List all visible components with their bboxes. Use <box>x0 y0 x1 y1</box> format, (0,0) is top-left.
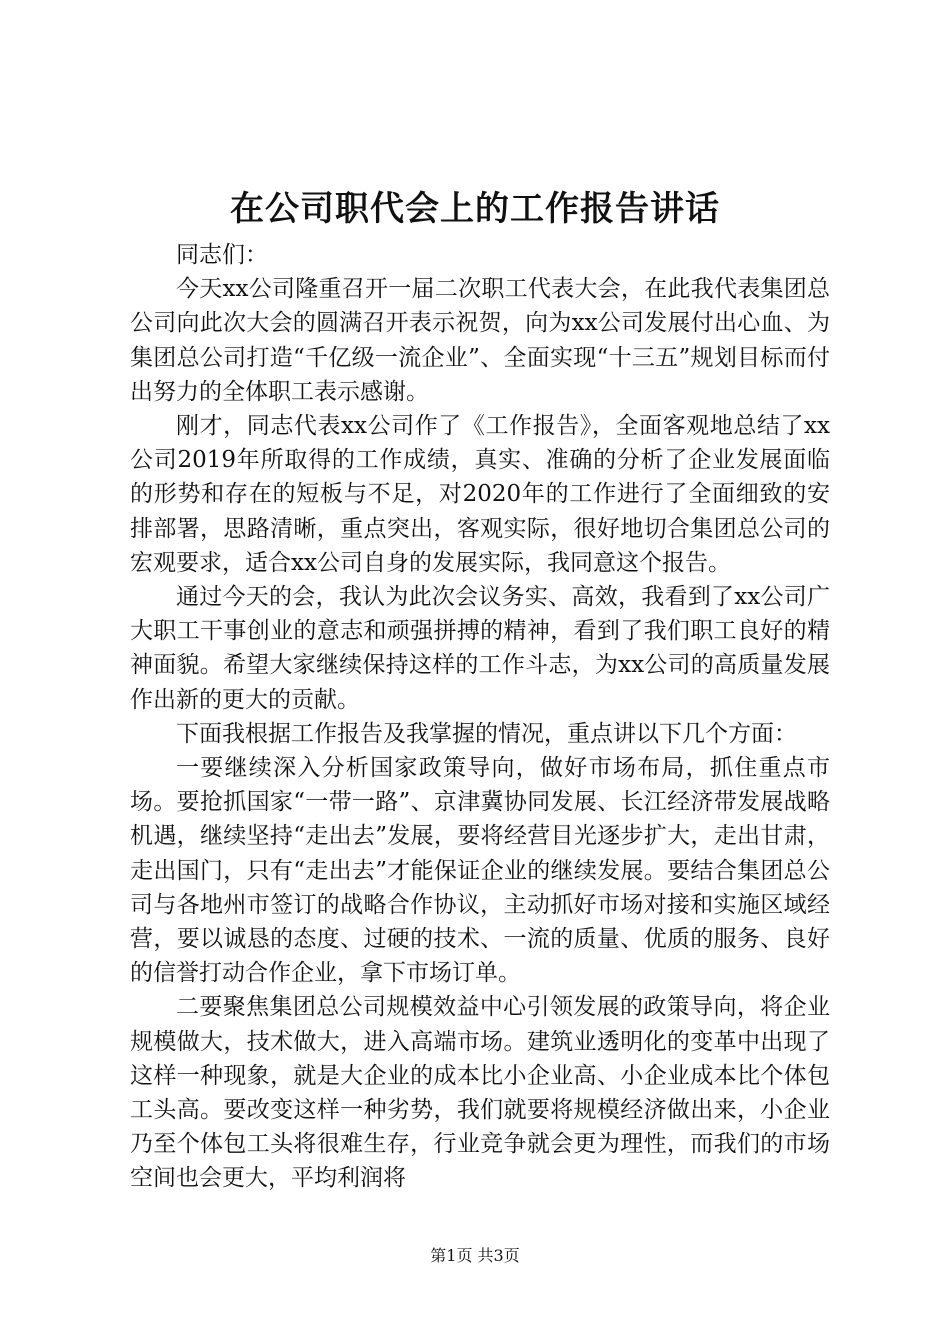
document-body <box>130 238 830 1196</box>
paragraph-6: 二要聚焦集团总公司规模效益中心引领发展的政策导向，将企业规模做大，技术做大，进入高端市场。建筑业透明化的变革中出现了这样一种现象，就是大企业的成本比小企业高、小企业成本比个体包工头高。要改变这样一种劣势，我们就要将规模经济做出来，小企业乃至个体包工头将很难生存，行业竞争就会更为理性，而我们的市场空间也会更大，平均利润将 <box>130 994 830 1192</box>
paragraph-1: 今天xx公司隆重召开一届二次职工代表大会，在此我代表集团总公司向此次大会的圆满召开表示祝贺，向为xx公司发展付出心血、为集团总公司打造“千亿级一流企业”、全面实现“十三五”规划目标而付出努力的全体职工表示感谢。 <box>130 276 830 405</box>
paragraph-5: 一要继续深入分析国家政策导向，做好市场布局，抓住重点市场。要抢抓国家“一带一路”、京津冀协同发展、长江经济带发展战略机遇，继续坚持“走出去”发展，要将经营目光逐步扩大，走出甘肃，走出国门，只有“走出去”才能保证企业的继续发展。要结合集团总公司与各地州市签订的战略合作协议，主动抓好市场对接和实施区域经营，要以诚恳的态度、过硬的技术、一流的质量、优质的服务、良好的信誉打动合作企业，拿下市场订单。 <box>130 755 830 987</box>
paragraph-2: 刚才，同志代表xx公司作了《工作报告》，全面客观地总结了xx公司2019年所取得的工作成绩，真实、准确的分析了企业发展面临的形势和存在的短板与不足，对2020年的工作进行了全面细致的安排部署，思路清晰，重点突出，客观实际，很好地切合集团总公司的宏观要求，适合xx公司自身的发展实际，我同意这个报告。 <box>130 413 830 576</box>
paragraph-3: 通过今天的会，我认为此次会议务实、高效，我看到了xx公司广大职工干事创业的意志和顽强拼搏的精神，看到了我们职工良好的精神面貌。希望大家继续保持这样的工作斗志，为xx公司的高质量发展作出新的更大的贡献。 <box>130 584 830 713</box>
paragraph-4: 下面我根据工作报告及我掌握的情况，重点讲以下几个方面： <box>176 720 797 747</box>
page-footer: 第1页 共3页 <box>430 1246 520 1265</box>
salutation: 同志们： <box>176 242 268 268</box>
document-title: 在公司职代会上的工作报告讲话 <box>230 189 720 229</box>
